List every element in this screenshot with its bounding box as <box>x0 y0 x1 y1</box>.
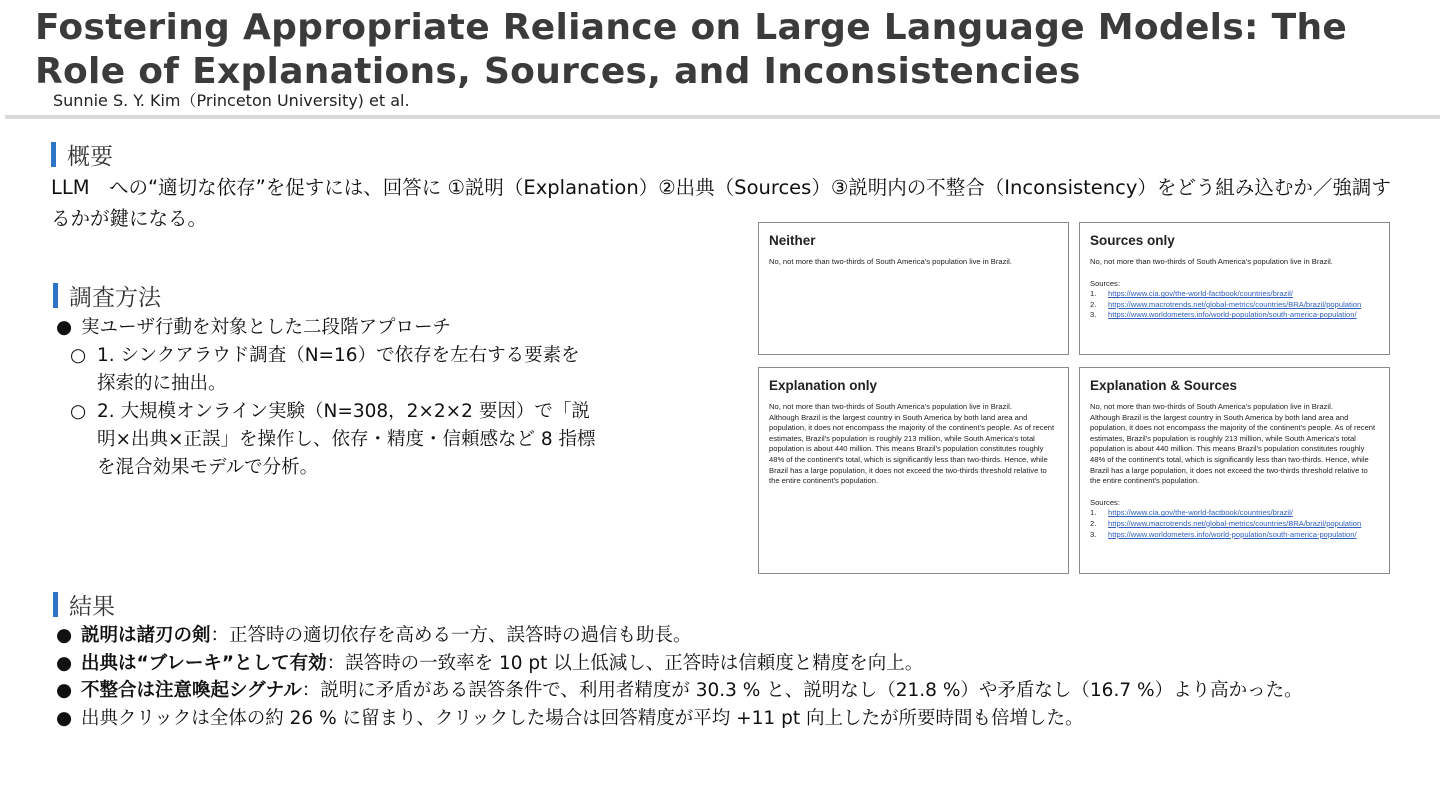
sub-bullet: ○ <box>70 345 87 366</box>
list-item <box>56 342 597 398</box>
source-item <box>1090 289 1379 300</box>
method-heading-label: 調査方法 <box>69 285 161 311</box>
section-marker <box>53 283 58 308</box>
bullet: ● <box>56 652 73 674</box>
panel-title: Explanation & Sources <box>1090 378 1238 393</box>
sources-label: Sources: <box>1090 497 1120 507</box>
panel-explanation-only <box>758 367 1069 574</box>
source-link[interactable]: https://www.macrotrends.net/global-metrics/countries/BRA/brazil/population <box>1108 518 1362 528</box>
panel-neither <box>758 222 1069 355</box>
panel-title: Neither <box>769 233 816 248</box>
result-key-3: 不整合は注意喚起シグナル <box>81 680 302 702</box>
source-item <box>1090 519 1379 530</box>
sources-label: Sources: <box>1090 278 1120 288</box>
panel-answer: No, not more than two-thirds of South America's population live in Brazil. <box>769 402 1012 411</box>
sources-list <box>1090 289 1379 321</box>
bullet: ● <box>56 708 73 730</box>
overview-text: LLM への“適切な依存”を促すには、回答に ①説明（Explanation）②出典（Sources）③説明内の不整合（Inconsistency）をどう組み込むか／強調するかが鍵になる。 <box>51 176 1391 230</box>
source-link[interactable]: https://www.worldometers.info/world-population/south-america-population/ <box>1108 310 1357 320</box>
results-list <box>56 622 1303 733</box>
result-text-4: 出典クリックは全体の約 26 % に留まり、クリックした場合は回答精度が平均 +11 pt 向上したが所要時間も倍増した。 <box>81 708 1084 730</box>
panel-explanation: Although Brazil is the largest country in South America by both land area and population, it does not encompass the majority of the continent's people. As of recent estimates, Brazil's population is roughly 213 million, while South America's total population is about 440 million. This means Brazil's population constitutes roughly 48% of the continent's total, which is significantly less than two-thirds. Hence, while Brazil has a large population, it does not exceed the two-thirds threshold relative to the entire continent's population. <box>769 412 1055 486</box>
source-number: 2. <box>1090 518 1097 528</box>
panel-title: Sources only <box>1090 233 1175 248</box>
source-link[interactable]: https://www.cia.gov/the-world-factbook/countries/brazil/ <box>1108 289 1293 299</box>
list-item <box>56 622 1303 650</box>
results-heading-label: 結果 <box>69 594 115 620</box>
source-link[interactable]: https://www.macrotrends.net/global-metrics/countries/BRA/brazil/population <box>1108 299 1362 309</box>
panel-sources-only <box>1079 222 1390 355</box>
list-item <box>56 398 597 482</box>
method-intro: 実ユーザ行動を対象とした二段階アプローチ <box>81 317 452 338</box>
overview-heading-label: 概要 <box>67 144 113 170</box>
method-list <box>56 314 597 482</box>
source-item <box>1090 508 1379 519</box>
method-step-1: 1. シンクアラウド調査（N=16）で依存を左右する要素を探索的に抽出。 <box>97 345 580 394</box>
panel-answer: No, not more than two-thirds of South America's population live in Brazil. <box>1090 402 1333 411</box>
source-link[interactable]: https://www.cia.gov/the-world-factbook/countries/brazil/ <box>1108 508 1293 518</box>
result-text-1: ：正答時の適切依存を高める一方、誤答時の過信も助長。 <box>210 625 692 646</box>
sub-bullet: ○ <box>70 401 87 422</box>
section-marker <box>51 142 56 167</box>
results-heading <box>53 588 115 621</box>
list-item <box>56 677 1303 705</box>
source-number: 1. <box>1090 289 1097 299</box>
result-text-3: ：説明に矛盾がある誤答条件で、利用者精度が 30.3 % と、説明なし（21.8 %）や矛盾なし（16.7 %）より高かった。 <box>301 680 1303 702</box>
result-text-2: ：誤答時の一致率を 10 pt 以上低減し、正答時は信頼度と精度を向上。 <box>326 652 924 674</box>
header-divider <box>5 115 1440 119</box>
method-step-2: 2. 大規模オンライン実験（N=308，2×2×2 要因）で「説明×出典×正誤」を操作し、依存・精度・信頼感など 8 指標を混合効果モデルで分析。 <box>97 401 596 478</box>
author-line: Sunnie S. Y. Kim（Princeton University) et al. <box>53 91 410 110</box>
bullet: ● <box>56 625 73 646</box>
source-number: 1. <box>1090 508 1097 518</box>
panel-answer: No, not more than two-thirds of South America's population live in Brazil. <box>769 257 1012 266</box>
list-item <box>56 650 1303 678</box>
list-item <box>56 314 597 342</box>
panel-explanation-sources <box>1079 367 1390 574</box>
source-number: 3. <box>1090 310 1097 320</box>
slide-title: Fostering Appropriate Reliance on Large Language Models: The Role of Explanations, Sources, and Inconsistencies <box>35 7 1348 92</box>
source-item <box>1090 300 1379 311</box>
source-link[interactable]: https://www.worldometers.info/world-population/south-america-population/ <box>1108 529 1357 539</box>
source-item <box>1090 530 1379 541</box>
result-key-2: 出典は“ブレーキ”として有効 <box>81 652 327 674</box>
overview-heading <box>51 138 113 171</box>
source-item <box>1090 310 1379 321</box>
bullet: ● <box>56 317 73 338</box>
panel-explanation: Although Brazil is the largest country in South America by both land area and population, it does not encompass the majority of the continent's people. As of recent estimates, Brazil's population is roughly 213 million, while South America's total population is about 440 million. This means Brazil's population constitutes roughly 48% of the continent's total, which is significantly less than two-thirds. Hence, while Brazil has a large population, it does not exceed the two-thirds threshold relative to the entire continent's population. <box>1090 412 1376 486</box>
panel-title: Explanation only <box>769 378 878 393</box>
panel-answer: No, not more than two-thirds of South America's population live in Brazil. <box>1090 257 1333 266</box>
bullet: ● <box>56 680 73 702</box>
method-heading <box>53 279 161 312</box>
source-number: 3. <box>1090 529 1097 539</box>
source-number: 2. <box>1090 299 1097 309</box>
section-marker <box>53 592 58 617</box>
list-item <box>56 705 1303 733</box>
result-key-1: 説明は諸刃の剣 <box>81 625 211 646</box>
sources-list <box>1090 508 1379 540</box>
